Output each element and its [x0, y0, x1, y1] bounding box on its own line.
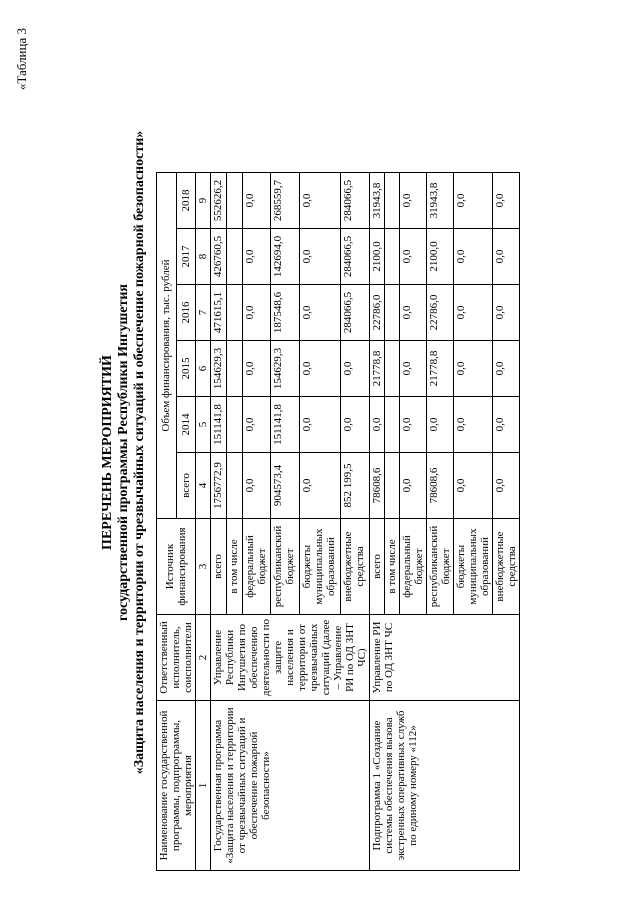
amount-cell: [385, 285, 400, 341]
amount-cell: [226, 341, 242, 397]
amount-cell: 142694,0: [271, 229, 300, 285]
amount-cell: 0,0: [400, 229, 427, 285]
amount-cell: [385, 341, 400, 397]
amount-cell: 0,0: [300, 285, 341, 341]
header-volume: Объем финансирования, тыс. рублей: [157, 173, 177, 519]
amount-cell: 0,0: [427, 397, 454, 453]
amount-cell: 31943,8: [370, 173, 385, 229]
header-name: Наименование государственной программы, подпрограммы, мероприятия: [157, 701, 196, 871]
amount-cell: 2100,0: [427, 229, 454, 285]
amount-cell: 78608,6: [370, 453, 385, 519]
amount-cell: 471615,1: [211, 285, 227, 341]
amount-cell: [226, 453, 242, 519]
amount-cell: [226, 173, 242, 229]
amount-cell: 0,0: [400, 341, 427, 397]
program-title: «Защита населения и территории от чрезвычайных ситуаций и обеспечение пожарной безопасности»: [132, 130, 147, 775]
table-row: [370, 173, 385, 871]
amount-cell: 151141,8: [271, 397, 300, 453]
amount-cell: 0,0: [454, 341, 493, 397]
amount-cell: 268559,7: [271, 173, 300, 229]
amount-cell: 0,0: [242, 453, 271, 519]
amount-cell: 1756772,9: [211, 453, 227, 519]
amount-cell: 284066,5: [341, 229, 370, 285]
header-year: 2016: [176, 285, 196, 341]
amount-cell: 0,0: [300, 173, 341, 229]
funding-source-cell: всего: [370, 519, 385, 615]
table-number-label: «Таблица 3: [14, 28, 29, 91]
amount-cell: 0,0: [341, 341, 370, 397]
amount-cell: 151141,8: [211, 397, 227, 453]
column-number: 5: [196, 397, 211, 453]
amount-cell: 187548,6: [271, 285, 300, 341]
responsible-cell: Управление Республики Ингушетия по обеспечению деятельности по защите населения и территории от чрезвычайных ситуаций (далее – Управление РИ по ОД ЗНТ ЧС): [211, 615, 370, 701]
column-number: 9: [196, 173, 211, 229]
amount-cell: 154629,3: [271, 341, 300, 397]
header-year: 2018: [176, 173, 196, 229]
amount-cell: 0,0: [400, 285, 427, 341]
amount-cell: [226, 397, 242, 453]
header-year: 2014: [176, 397, 196, 453]
amount-cell: 21778,8: [370, 341, 385, 397]
funding-source-cell: федеральный бюджет: [242, 519, 271, 615]
amount-cell: 154629,3: [211, 341, 227, 397]
column-number: 4: [196, 453, 211, 519]
amount-cell: 0,0: [242, 397, 271, 453]
amount-cell: 284066,5: [341, 173, 370, 229]
document-subtitle: государственной программы Республики Ингушетия: [116, 284, 131, 622]
amount-cell: 0,0: [493, 341, 520, 397]
amount-cell: 904573,4: [271, 453, 300, 519]
column-number: 7: [196, 285, 211, 341]
amount-cell: 0,0: [493, 229, 520, 285]
amount-cell: [385, 397, 400, 453]
amount-cell: [385, 173, 400, 229]
funding-source-cell: бюджеты муниципальных образований: [300, 519, 341, 615]
amount-cell: 0,0: [400, 173, 427, 229]
amount-cell: 22786,0: [370, 285, 385, 341]
amount-cell: 852 199,5: [341, 453, 370, 519]
amount-cell: 0,0: [300, 229, 341, 285]
header-source: Источник финансирования: [157, 519, 196, 615]
amount-cell: 0,0: [454, 173, 493, 229]
table-row: [211, 173, 227, 871]
amount-cell: 21778,8: [427, 341, 454, 397]
funding-source-cell: федеральный бюджет: [400, 519, 427, 615]
amount-cell: 0,0: [242, 285, 271, 341]
amount-cell: 0,0: [454, 397, 493, 453]
document-title: ПЕРЕЧЕНЬ МЕРОПРИЯТИЙ: [100, 355, 115, 550]
amount-cell: [226, 285, 242, 341]
amount-cell: [385, 453, 400, 519]
amount-cell: 0,0: [454, 285, 493, 341]
column-number: 3: [196, 519, 211, 615]
amount-cell: 0,0: [300, 341, 341, 397]
funding-source-cell: в том числе: [226, 519, 242, 615]
funding-source-cell: внебюджетные средства: [341, 519, 370, 615]
amount-cell: 0,0: [242, 229, 271, 285]
amount-cell: 2100,0: [370, 229, 385, 285]
amount-cell: 0,0: [493, 173, 520, 229]
amount-cell: 0,0: [493, 453, 520, 519]
header-year: 2017: [176, 229, 196, 285]
header-responsible: Ответственный исполнитель, соисполнители: [157, 615, 196, 701]
amount-cell: 426760,5: [211, 229, 227, 285]
amount-cell: 0,0: [341, 397, 370, 453]
amount-cell: 0,0: [400, 397, 427, 453]
measures-table: [156, 172, 520, 871]
header-total: всего: [176, 453, 196, 519]
amount-cell: 0,0: [242, 341, 271, 397]
amount-cell: 0,0: [300, 453, 341, 519]
program-name-cell: Государственная программа «Защита населения и территории от чрезвычайных ситуаций и обеспечение пожарной безопасности»: [211, 701, 370, 871]
amount-cell: 0,0: [242, 173, 271, 229]
funding-source-cell: внебюджетные средства: [493, 519, 520, 615]
amount-cell: 0,0: [400, 453, 427, 519]
amount-cell: 0,0: [454, 229, 493, 285]
amount-cell: 284066,5: [341, 285, 370, 341]
funding-source-cell: республиканский бюджет: [271, 519, 300, 615]
amount-cell: 22786,0: [427, 285, 454, 341]
amount-cell: 31943,8: [427, 173, 454, 229]
column-number: 2: [196, 615, 211, 701]
funding-source-cell: республиканский бюджет: [427, 519, 454, 615]
amount-cell: 78608,6: [427, 453, 454, 519]
amount-cell: 0,0: [493, 397, 520, 453]
column-number: 8: [196, 229, 211, 285]
column-number: 6: [196, 341, 211, 397]
amount-cell: 0,0: [493, 285, 520, 341]
funding-source-cell: всего: [211, 519, 227, 615]
amount-cell: [385, 229, 400, 285]
amount-cell: 0,0: [454, 453, 493, 519]
funding-source-cell: бюджеты муниципальных образований: [454, 519, 493, 615]
program-name-cell: Подпрограмма 1 «Создание системы обеспечения вызова экстренных оперативных служб по единому номеру «112»: [370, 701, 520, 871]
responsible-cell: Управление РИ по ОД ЗНТ ЧС: [370, 615, 520, 701]
amount-cell: 552626,2: [211, 173, 227, 229]
column-number-row: [196, 173, 211, 871]
header-year: 2015: [176, 341, 196, 397]
amount-cell: 0,0: [370, 397, 385, 453]
column-number: 1: [196, 701, 211, 871]
funding-source-cell: в том числе: [385, 519, 400, 615]
amount-cell: 0,0: [300, 397, 341, 453]
amount-cell: [226, 229, 242, 285]
